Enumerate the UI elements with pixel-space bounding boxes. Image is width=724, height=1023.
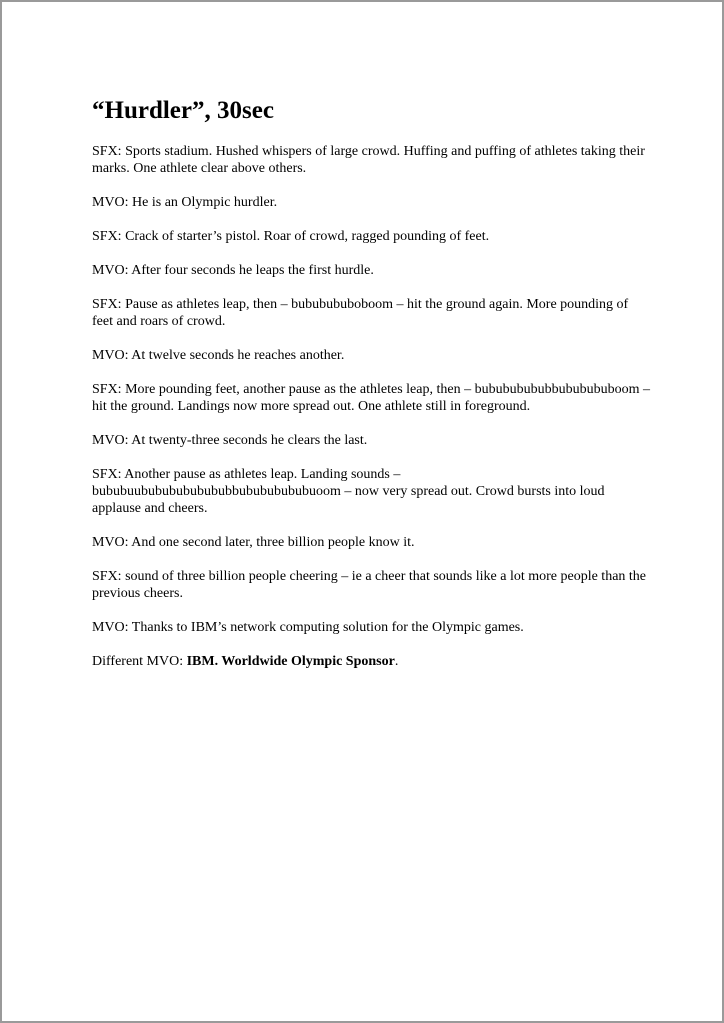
script-paragraph-mvo-twelve-seconds: MVO: At twelve seconds he reaches another. (92, 348, 345, 363)
script-paragraph-sfx-final-leap: SFX: Another pause as athletes leap. Landing sounds – bububuubububububububbubububububuoom – now very spread out. Crowd bursts into loud applause and cheers. (92, 467, 605, 516)
script-paragraph-mvo-three-billion: MVO: And one second later, three billion people know it. (92, 535, 415, 550)
script-paragraph-sfx-pistol: SFX: Crack of starter’s pistol. Roar of crowd, ragged pounding of feet. (92, 229, 490, 244)
script-paragraph-sfx-first-leap: SFX: Pause as athletes leap, then – bububububoboom – hit the ground again. More pounding of feet and roars of crowd. (92, 297, 629, 329)
script-body (92, 143, 652, 687)
script-paragraph-mvo-first-hurdle: MVO: After four seconds he leaps the first hurdle. (92, 263, 374, 278)
script-title: “Hurdler”, 30sec (92, 97, 274, 124)
script-paragraph-mvo-twenty-three-seconds: MVO: At twenty-three seconds he clears the last. (92, 433, 368, 448)
script-paragraph-sfx-stadium: SFX: Sports stadium. Hushed whispers of large crowd. Huffing and puffing of athletes taking their marks. One athlete clear above others. (92, 144, 645, 176)
script-paragraph-sponsor-line (92, 653, 652, 670)
sponsor-line-prefix: Different MVO: (92, 654, 187, 669)
script-paragraph-sfx-cheering: SFX: sound of three billion people cheering – ie a cheer that sounds like a lot more people than the previous cheers. (92, 569, 647, 601)
script-paragraph-mvo-hurdler: MVO: He is an Olympic hurdler. (92, 195, 278, 210)
script-paragraph-mvo-ibm-thanks: MVO: Thanks to IBM’s network computing solution for the Olympic games. (92, 620, 524, 635)
sponsor-name: IBM. Worldwide Olympic Sponsor (186, 654, 395, 669)
script-paragraph-sfx-second-leap: SFX: More pounding feet, another pause as the athletes leap, then – bubububububbububububoom – hit the ground. Landings now more spread out. One athlete still in foreground. (92, 382, 650, 414)
sponsor-line-suffix: . (394, 654, 399, 669)
